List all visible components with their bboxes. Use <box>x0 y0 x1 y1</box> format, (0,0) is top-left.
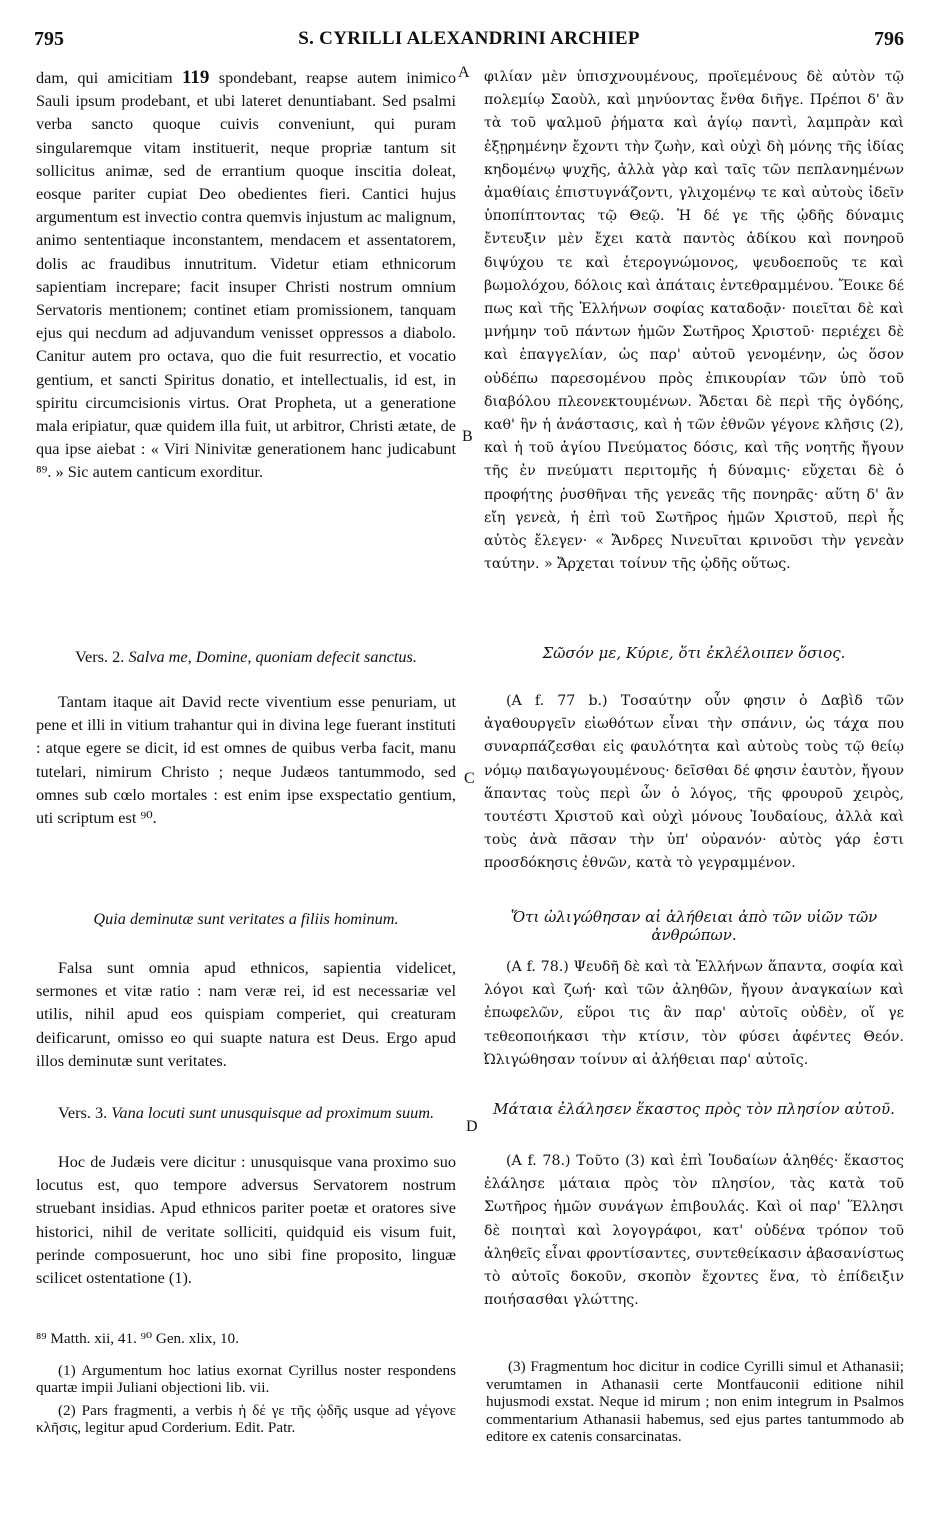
margin-letter-a: A <box>458 64 470 81</box>
latin-paragraph-verse-3: Hoc de Judæis vere dicitur : unusquisque vana proximo suo locutus est, quo tempore adversus Servatorem nostrum struebant insidias. Apud ethnicos pariter poetæ et oratores sive historici, nihil de veritate solliciti, quidquid eis visum fuit, perinde composuerunt, hoc uno sibi fine proposito, linguæ scilicet ostentatione (1). <box>36 1152 456 1288</box>
greek-verse-3-heading: Μάταια ἐλάλησεν ἕκαστος πρὸς τὸν πλησίον αὐτοῦ. <box>493 1100 895 1118</box>
margin-letter-d: D <box>466 1118 478 1135</box>
running-title: S. CYRILLI ALEXANDRINI ARCHIEP <box>298 28 640 49</box>
footnote-references: ⁸⁹ Matth. xii, 41. ⁹⁰ Gen. xlix, 10. <box>36 1330 239 1347</box>
latin-paragraph-verse-2: Tantam itaque ait David recte viventium esse penuriam, ut pene et illi in vitium trahantur qui in divina lege fuerant instituti : atque egere se dicit, id est omnes de quibus verba facit, manu tutelari, nimirum Christo ; neque Judæos tantummodo, sed omnes sub cœlo mortales : est enim ipse exspectatio gentium, uti scriptum est ⁹⁰. <box>36 692 456 828</box>
footnote-2: (2) Pars fragmenti, a verbis ἡ δέ γε τῆς ᾠδῆς usque ad γέγονε κλῆσις, legitur apud Corderium. Edit. Patr. <box>36 1401 456 1436</box>
page-number-left: 795 <box>34 28 64 50</box>
verse-3-text: Vana locuti sunt unusquisque ad proximum suum. <box>111 1103 435 1122</box>
latin-intro-body: spondebant, reapse autem inimico Sauli ipsum prodebant, et ubi lateret denuntiabant. Sed psalmi verba sancto quoque cuivis conveniunt, qui puram singularemque vitam instituerit, neque propriæ tantum sit sollicitus animæ, sed de errantium quoque inscitia doleat, eosque pariter cupiat Deo obedientes fieri. Cantici hujus argumentum est invectio contra quemvis injustum ac malignum, animo sententiaque inconstantem, mendacem et assentatorem, dolis ac fraudibus innutritum. Videtur etiam ethnicorum sapientiam increpare; facit insuper Christi nostrum omnium Servatoris mentionem; continet etiam promissionem, tanquam ejus qui necdum ad adjuvandum venisset oppressos a diabolo. Canitur autem pro octava, quo die fuit resurrectio, et vocatio gentium, et sancti Spiritus donatio, et intellectualis, id est, in spiritu circumcisionis virtus. Orat Propheta, ut a generatione mala eripiatur, quæ quidem illa fuit, ut arbitror, Christi ætate, de qua ipse aiebat : « Viri Ninivitæ generationem hanc judicabunt ⁸⁹. » Sic autem canticum exorditur. <box>36 68 457 482</box>
greek-paragraph-hoti: (A f. 78.) Ψευδῆ δὲ καὶ τὰ Ἑλλήνων ἅπαντα, σοφία καὶ λόγοι καὶ ζωή· καὶ τῶν ἀληθῶν, ἤγουν ἀναγκαίων καὶ ἐπωφελῶν, εὕροι τις ἂν παρ' αὐτοῖς οὐδὲν, οἵ γε τεθεοποιήκασι τὴν κτίσιν, τὸν φύσει ἀφέντες Θεόν. Ὠλιγώθησαν τοίνυν αἱ ἀλήθειαι παρ' αὐτοῖς. <box>484 959 904 1068</box>
margin-letter-c: C <box>464 770 475 787</box>
latin-verse-2-heading <box>36 648 456 666</box>
footnotes-left <box>36 1330 456 1442</box>
footnote-1: (1) Argumentum hoc latius exornat Cyrillus noster respondens quartæ impii Juliani objectioni lib. vii. <box>36 1361 456 1396</box>
greek-paragraph-intro: φιλίαν μὲν ὑπισχνουμένους, προϊεμένους δὲ αὐτὸν τῷ πολεμίῳ Σαοὺλ, καὶ μηνύοντας ἔνθα διῆγε. Πρέποι δ' ἂν τὰ τοῦ ψαλμοῦ ῥήματα καὶ ἁγίῳ παντὶ, λαμπρὰν καὶ ἐξῃρημένην ἔχοντι τὴν ζωὴν, καὶ οὐχὶ δὴ μόνης τῆς ἰδίας κηδομένῳ ψυχῆς, ἀλλὰ γὰρ καὶ ταῖς τῶν πεπλανημένων ἀμαθίαις ἐπιστυγνάζοντι, γλιχομένῳ τε καὶ αὐτοὺς ἰδεῖν ὑποπίπτοντας τῷ Θεῷ. Ἡ δέ γε τῆς ᾠδῆς δύναμις ἔντευξιν μὲν ἔχει κατὰ παντὸς ἀδίκου καὶ πονηροῦ διψύχου τε καὶ ἑτερογνώμονος, ψευδοεποῦς τε καὶ βωμολόχου, δόλοις καὶ ἀπάταις ἐντεθραμμένου. Ἔοικε δέ πως καὶ τῆς Ἑλλήνων σοφίας καταδοᾷν· ποιεῖται δὲ καὶ μνήμην τοῦ πάντων ἡμῶν Σωτῆρος Χριστοῦ· περιέχει δὲ καὶ ἐπαγγελίαν, ὡς παρ' αὐτοῦ γενομένην, ὡς ὅσον οὐδέπω παρεσομένου πρὸς ἐπικουρίαν τῶν ὑπὸ τοῦ διαβόλου πλεονεκτουμένων. Ἄδεται δὲ περὶ τῆς ὀγδόης, καθ' ἣν ἡ ἀνάστασις, καὶ ἡ τῶν ἐθνῶν γέγονε κλῆσις (2), καὶ ἡ τοῦ ἁγίου Πνεύματος δόσις, καὶ τῆς νοητῆς ἤγουν τῆς ἐν πνεύματι περιτομῆς ἡ δύναμις· εὔχεται δὲ ὁ προφήτης ῥυσθῆναι τῆς γενεᾶς τῆς πονηρᾶς· αὕτη δ' ἂν εἴη γενεὰ, ἡ ἐπὶ τοῦ Σωτῆρος ἡμῶν Χριστοῦ, περὶ ἧς αὐτὸς ἔλεγεν· « Ἄνδρες Νινευῖται κρινοῦσι τὴν γενεὰν ταύτην. » Ἄρχεται τοίνυν τῆς ᾠδῆς οὕτως. <box>484 69 904 573</box>
latin-intro-start: dam, qui amicitiam <box>36 68 182 87</box>
latin-paragraph-intro <box>36 66 456 484</box>
greek-paragraph-verse-3: (A f. 78.) Τοῦτο (3) καὶ ἐπὶ Ἰουδαίων ἀληθές· ἕκαστος ἐλάλησε μάταια πρὸς τὸν πλησίον, τὰς κατὰ τοῦ Σωτῆρος ἡμῶν συνάγων ἐπιβουλάς. Καὶ οἱ παρ' Ἕλλησι δὲ ποιηταὶ καὶ λογογράφοι, κατ' οὐδένα τρόπον τοῦ ἀληθεῖς εἶναι φροντίσαντες, συντεθείκασιν ἀβασανίστως τὸ αὐτοῖς δοκοῦν, σκοπὸν ἔχοντες ἕνα, τὸ ἐπίδειξιν ποιήσασθαι γλώττης. <box>484 1153 904 1309</box>
verse-3-label: Vers. 3. <box>57 1103 112 1122</box>
latin-quia-heading: Quia deminutæ sunt veritates a filiis hominum. <box>93 909 399 928</box>
footnotes-right <box>486 1358 904 1451</box>
latin-verse-3-heading <box>36 1104 456 1122</box>
greek-verse-2-heading: Σῶσόν με, Κύριε, ὅτι ἐκλέλοιπεν ὅσιος. <box>542 644 846 662</box>
running-header <box>34 28 904 54</box>
marginal-column-number: 119 <box>181 67 210 88</box>
verse-2-text: Salva me, Domine, quoniam defecit sanctus. <box>128 647 417 666</box>
margin-letter-b: B <box>462 428 473 445</box>
greek-hoti-heading: Ὅτι ὠλιγώθησαν αἱ ἀλήθειαι ἀπὸ τῶν υἱῶν τῶν ἀνθρώπων. <box>510 908 878 944</box>
greek-paragraph-verse-2: (A f. 77 b.) Τοσαύτην οὖν φησιν ὁ Δαβὶδ τῶν ἀγαθουργεῖν εἰωθότων εἶναι τὴν σπάνιν, ὡς τάχα που συναρπάζεσθαι εἰς φαυλότητα καὶ αὐτοὺς τοὺς τῷ θείῳ νόμῳ παιδαγωγουμένους· δεῖσθαι δέ φησιν ἑαυτὸν, ἤγουν ἅπαντας τοὺς περὶ ὧν ὁ λόγος, τῆς φρουροῦ χειρὸς, τουτέστι Χριστοῦ καὶ οὐχὶ μόνους Ἰουδαίους, ἀλλὰ καὶ τοὺς ἀνὰ πᾶσαν τὴν ὑπ' οὐρανόν· αὐτὸς γάρ ἐστι προσδόκησις ἐθνῶν, κατὰ τὸ γεγραμμένον. <box>484 693 904 872</box>
page-number-right: 796 <box>874 28 904 50</box>
verse-2-label: Vers. 2. <box>75 647 129 666</box>
footnote-3: (3) Fragmentum hoc dicitur in codice Cyrilli simul et Athanasii; verumtamen in Athanasii certe Montfauconii editione nihil hujusmodi exstat. Neque id mirum ; non enim integrum in Psalmos commentarium Athanasii habemus, sed ejus partes tantummodo ab editore ex catenis consarcinatas. <box>486 1358 904 1445</box>
latin-paragraph-quia: Falsa sunt omnia apud ethnicos, sapientia videlicet, sermones et vitæ ratio : nam veræ rei, id est necessariæ vel utilis, nihil apud eos quispiam comperiet, qui creaturam deificarunt, omisso eo qui suapte natura est Deus. Ergo apud illos deminutæ sunt veritates. <box>36 958 456 1070</box>
